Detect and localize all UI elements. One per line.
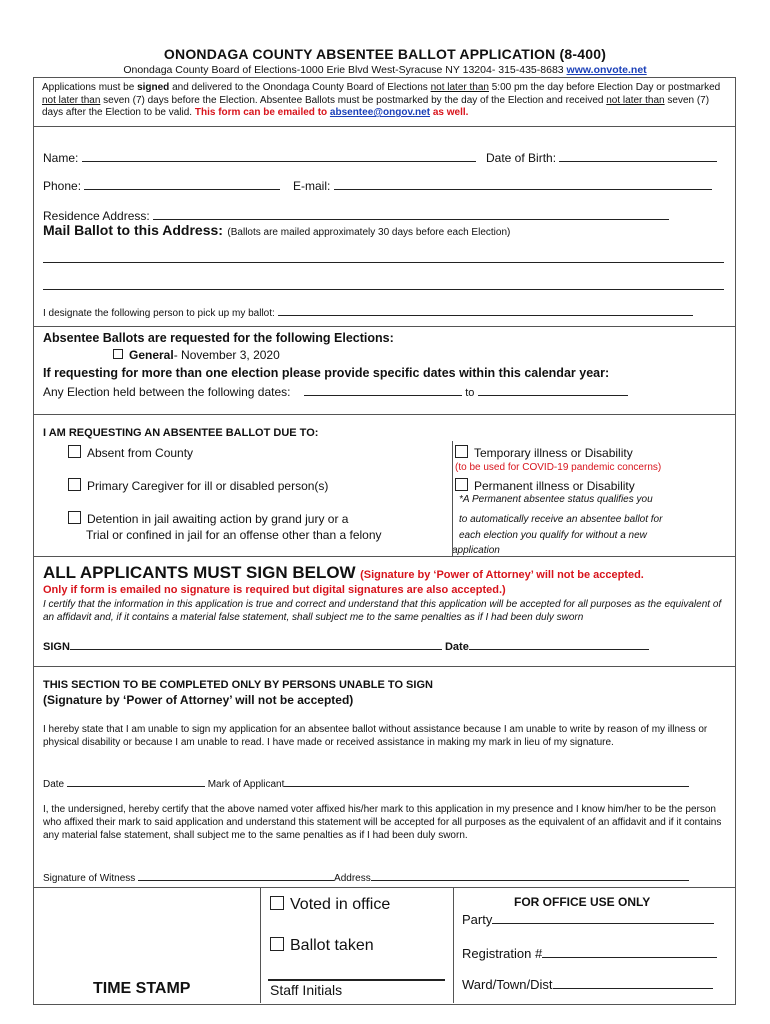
sign-field[interactable]: SIGN Date <box>43 639 649 653</box>
divider <box>33 887 735 888</box>
form-title: ONONDAGA COUNTY ABSENTEE BALLOT APPLICATION (8-400) <box>163 46 607 62</box>
office-divider-left <box>260 887 261 1003</box>
submission-notice: Applications must be signed and delivered to the Onondaga County Board of Elections not later than 5:00 pm the day before Election Day or postmarked not later than seven (7) days before the Election. Absentee Ballots must be postmarked by the day of the Election and received not later than seven (7) days after the Election to be valid. This form can be emailed to absentee@ongov.net as well. <box>42 82 721 118</box>
mark-field[interactable]: Date Mark of Applicant <box>43 776 689 790</box>
office-divider-right <box>453 887 454 1003</box>
phone-field[interactable]: Phone: <box>43 177 280 193</box>
divider <box>33 126 735 127</box>
permanent-note-3: each election you qualify for without a new <box>459 530 647 541</box>
poa-warning: (Signature by ‘Power of Attorney’ will not be accepted. <box>360 569 644 581</box>
general-checkbox[interactable] <box>113 349 123 359</box>
detention-checkbox[interactable] <box>68 511 81 524</box>
absent-checkbox[interactable] <box>68 445 81 458</box>
permanent-note-1: *A Permanent absentee status qualifies you <box>459 494 653 505</box>
permanent-note-2: to automatically receive an absentee ballot for <box>459 514 663 525</box>
staff-initials-line[interactable] <box>268 979 445 981</box>
column-divider <box>452 441 453 556</box>
certification-statement: I certify that the information in this application is true and correct and understand that this application will be accepted for all purposes as the equivalent of an affidavit and, if it contains a material false statement, shall subject me to the same penalties as if I had been duly sworn <box>43 599 722 623</box>
office-use-heading: FOR OFFICE USE ONLY <box>514 895 651 909</box>
sign-heading-row <box>43 563 644 583</box>
permanent-note-4: application <box>452 545 500 556</box>
registration-field[interactable]: Registration # <box>462 945 717 961</box>
voted-checkbox[interactable] <box>270 896 284 910</box>
multi-election-heading: If requesting for more than one election please provide specific dates within this calendar year: <box>43 366 610 380</box>
reason-permanent[interactable]: Permanent illness or Disability <box>455 478 635 493</box>
witness-statement: I, the undersigned, hereby certify that the above named voter affixed his/her mark to this application in my presence and I know him/her to be the person who affixed their mark to said application and understand this statement will be accepted for all purposes as the equivalent of an affidavit and if it contains any material false statement, shall subject me to the same penalties as if I had been duly sworn. <box>43 804 722 841</box>
party-field[interactable]: Party <box>462 911 714 927</box>
ballot-taken-option[interactable]: Ballot taken <box>270 937 374 955</box>
designee-field[interactable]: I designate the following person to pick up my ballot: <box>43 305 693 319</box>
divider <box>33 666 735 667</box>
elections-heading: Absentee Ballots are requested for the following Elections: <box>43 331 394 345</box>
dob-field[interactable]: Date of Birth: <box>486 149 717 165</box>
divider <box>33 414 735 415</box>
temporary-checkbox[interactable] <box>455 445 468 458</box>
voted-in-office-option[interactable]: Voted in office <box>270 896 390 914</box>
board-address: Onondaga County Board of Elections-1000 Erie Blvd West-Syracuse NY 13204- 315-435-8683 <box>123 64 564 76</box>
unable-heading: THIS SECTION TO BE COMPLETED ONLY BY PERSONS UNABLE TO SIGN <box>43 679 433 691</box>
ballot-taken-checkbox[interactable] <box>270 937 284 951</box>
mail-address-line-1[interactable] <box>43 262 724 263</box>
reason-detention[interactable]: Detention in jail awaiting action by grand jury or a <box>68 511 348 526</box>
reason-caregiver[interactable]: Primary Caregiver for ill or disabled person(s) <box>68 478 328 493</box>
caregiver-checkbox[interactable] <box>68 478 81 491</box>
email-field[interactable]: E-mail: <box>293 177 712 193</box>
witness-field[interactable]: Signature of Witness Address <box>43 870 689 884</box>
ward-field[interactable]: Ward/Town/Dist <box>462 976 713 992</box>
email-signature-note: Only if form is emailed no signature is required but digital signatures are also accepted.) <box>43 584 506 596</box>
covid-note: (to be used for COVID-19 pandemic concerns) <box>455 462 662 473</box>
general-election-option[interactable]: General- November 3, 2020 <box>113 348 280 362</box>
divider <box>33 326 735 327</box>
unable-poa: (Signature by ‘Power of Attorney’ will not be accepted) <box>43 693 354 707</box>
reason-temporary[interactable]: Temporary illness or Disability <box>455 445 633 460</box>
time-stamp-label: TIME STAMP <box>93 980 191 997</box>
mail-address-heading: Mail Ballot to this Address: (Ballots are mailed approximately 30 days before each Election) <box>43 222 511 238</box>
election-range-field[interactable]: Any Election held between the following dates: to <box>43 383 628 399</box>
residence-address-field[interactable]: Residence Address: <box>43 207 669 223</box>
divider <box>33 556 735 557</box>
website-link[interactable]: www.onvote.net <box>566 64 647 76</box>
mail-address-line-2[interactable] <box>43 289 724 290</box>
email-link[interactable]: absentee@ongov.net <box>329 107 431 118</box>
reason-detention-line2: Trial or confined in jail for an offense other than a felony <box>86 528 382 542</box>
reasons-heading: I AM REQUESTING AN ABSENTEE BALLOT DUE TO: <box>43 427 319 439</box>
unable-statement: I hereby state that I am unable to sign my application for an absentee ballot without assistance because I am unable to write by reason of my illness or physical disability or because I am unable to read. I have made or received assistance in making my mark in lieu of my signature. <box>43 724 708 748</box>
name-field[interactable]: Name: <box>43 149 476 165</box>
sign-heading: ALL APPLICANTS MUST SIGN BELOW <box>43 563 356 582</box>
reason-absent[interactable]: Absent from County <box>68 445 193 460</box>
form-subtitle <box>0 64 770 76</box>
permanent-checkbox[interactable] <box>455 478 468 491</box>
staff-initials-label: Staff Initials <box>270 982 343 998</box>
